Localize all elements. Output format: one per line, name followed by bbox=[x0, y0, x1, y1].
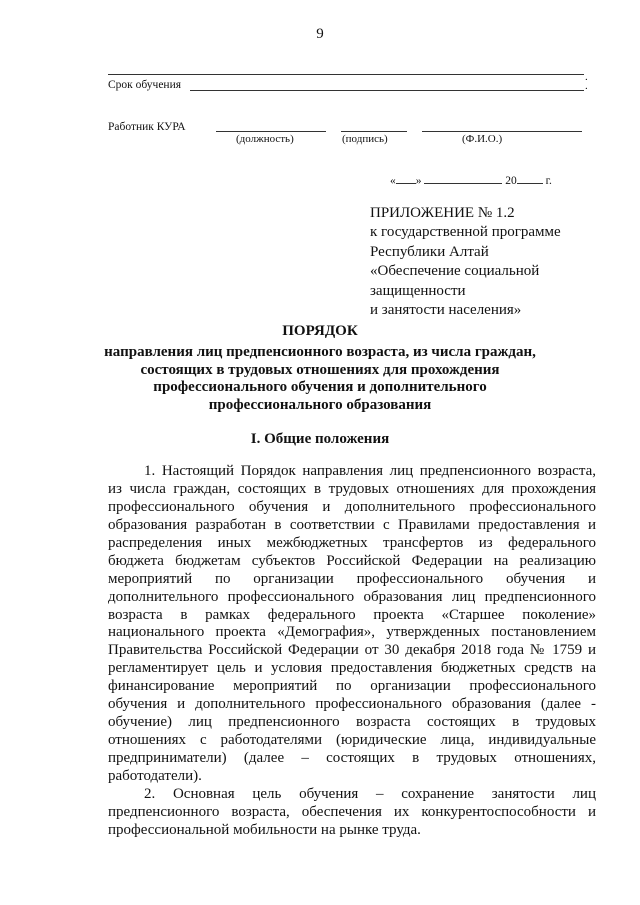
worker-label: Работник КУРА bbox=[108, 121, 186, 133]
signature-line bbox=[341, 131, 407, 132]
paragraph-line: национального проекта «Демография», утвержденных постановлением bbox=[108, 624, 596, 641]
appendix-line: к государственной программе bbox=[370, 224, 561, 241]
fio-line bbox=[422, 131, 582, 132]
paragraph-line: предпенсионного возраста, обеспечения их конкурентоспособности и bbox=[108, 803, 596, 820]
date-open-quote: « bbox=[390, 175, 396, 187]
paragraph-line: обучение) лиц предпенсионного возраста состоящих в трудовых bbox=[108, 714, 596, 731]
signature-caption: (подпись) bbox=[342, 133, 388, 145]
paragraph-line: дополнительного профессионального образования лиц предпенсионного bbox=[108, 588, 596, 605]
paragraph-line: 2. Основная цель обучения – сохранение занятости лиц bbox=[144, 785, 596, 802]
paragraph-line: регламентирует цель и условия предоставления бюджетных средств на bbox=[108, 660, 596, 677]
paragraph-line: профессионального обучения и дополнительного профессионального bbox=[108, 498, 596, 515]
year-blank bbox=[517, 183, 543, 184]
paragraph-line: профессиональной мобильности на рынке труда. bbox=[108, 821, 421, 838]
end-mark-period: . bbox=[585, 80, 588, 92]
fio-caption: (Ф.И.О.) bbox=[462, 133, 503, 145]
paragraph-line: предприниматели) (далее – состоящих в трудовых отношениях, bbox=[108, 750, 596, 766]
paragraph-line: работодатели). bbox=[108, 767, 202, 784]
subtitle-line: профессионального обучения и дополнительного bbox=[153, 379, 487, 396]
section-heading: I. Общие положения bbox=[250, 431, 390, 447]
subtitle-line: состоящих в трудовых отношениях для прохождения bbox=[140, 361, 500, 378]
blank-line-top bbox=[108, 74, 584, 75]
date-row bbox=[390, 175, 552, 187]
date-close-quote: » bbox=[415, 175, 422, 187]
training-period-line bbox=[190, 90, 584, 91]
subtitle-line: профессионального образования bbox=[208, 396, 432, 413]
paragraph-line: распределения иных межбюджетных трансфертов из федерального bbox=[108, 534, 596, 551]
day-blank bbox=[396, 183, 416, 184]
paragraph-line: 1. Настоящий Порядок направления лиц предпенсионного возраста, bbox=[144, 463, 596, 479]
appendix-line: и занятости населения» bbox=[370, 302, 522, 319]
paragraph-line: обучения и дополнительного профессионального образования (далее - bbox=[108, 696, 596, 713]
end-mark-top: . bbox=[585, 71, 588, 83]
position-caption: (должность) bbox=[236, 133, 294, 145]
paragraph-line: образования разработан в соответствии с Правилами предоставления и bbox=[108, 516, 596, 533]
document-subtitle bbox=[0, 344, 640, 414]
document-title: ПОРЯДОК bbox=[282, 323, 358, 339]
subtitle-line: направления лиц предпенсионного возраста, из числа граждан, bbox=[104, 344, 536, 360]
paragraph-line: из числа граждан, состоящих в трудовых отношениях для прохождения bbox=[108, 480, 596, 497]
appendix-block bbox=[370, 204, 561, 320]
paragraph-line: отношениях с работодателями (юридические лица, индивидуальные bbox=[108, 732, 596, 749]
paragraph-line: мероприятий по организации профессионального обучения и bbox=[108, 570, 596, 587]
paragraph-line: финансирование мероприятий по организации профессионального bbox=[108, 678, 596, 695]
position-line bbox=[216, 131, 326, 132]
month-blank bbox=[424, 183, 502, 184]
appendix-line: Республики Алтай bbox=[370, 243, 489, 260]
paragraph-line: возраста в рамках федерального проекта «Старшее поколение» bbox=[108, 606, 596, 623]
body-text bbox=[108, 463, 596, 840]
paragraph-line: Правительства Российской Федерации от 30 декабря 2018 года № 1759 и bbox=[108, 642, 596, 659]
page-number: 9 bbox=[316, 26, 324, 42]
date-year-prefix: 20 bbox=[505, 175, 517, 187]
appendix-line: защищенности bbox=[370, 282, 466, 299]
date-year-suffix: г. bbox=[545, 175, 552, 187]
training-period-label: Срок обучения bbox=[108, 79, 182, 91]
appendix-line: ПРИЛОЖЕНИЕ № 1.2 bbox=[370, 205, 515, 221]
appendix-line: «Обеспечение социальной bbox=[370, 263, 540, 280]
paragraph-line: бюджета бюджетам субъектов Российской Федерации на реализацию bbox=[108, 552, 596, 569]
